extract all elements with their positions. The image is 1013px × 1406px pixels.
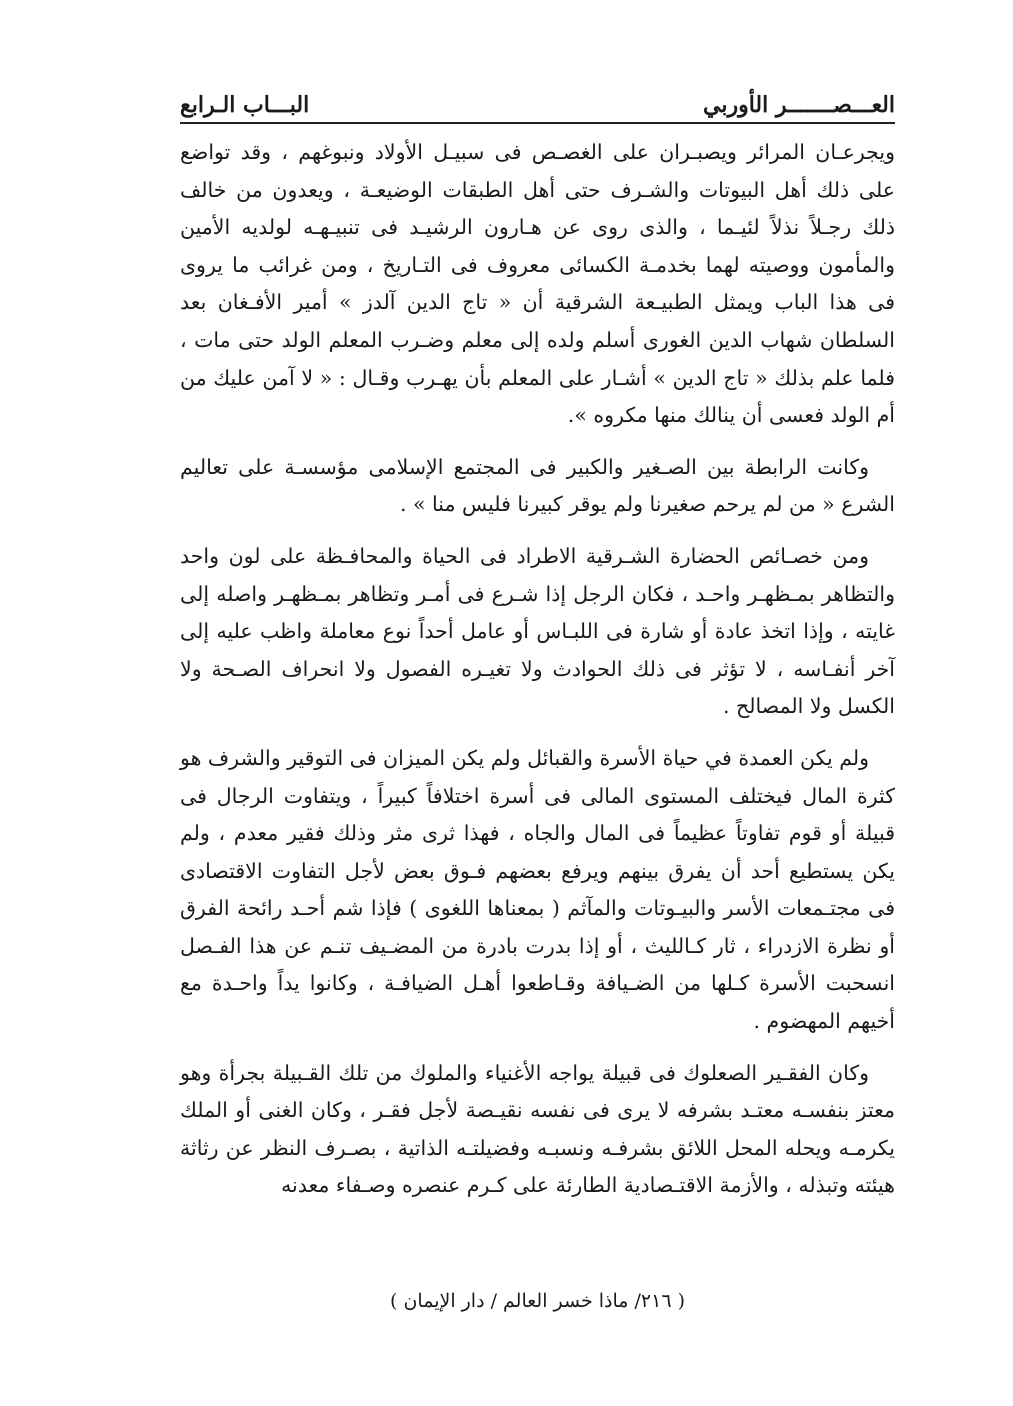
paragraph-3: ومن خصـائص الحضارة الشـرقية الاطراد فى الحياة والمحافـظة على لون واحد والتظاهر بمـظهـر واحـد ، فكان الرجل إذا شـرع فى أمـر وتظاهر بمـظهـر واصله إلى غايته ، وإذا اتخذ عادة أو شارة فى اللبـاس أو عامل أحداً نوع معاملة واظب عليه إلى آخر أنفـاسه ، لا تؤثر فى ذلك الحوادث ولا تغيـره الفصول ولا انحراف الصـحة ولا الكسل ولا المصالح .: [180, 543, 895, 719]
body-text: [180, 134, 895, 1219]
book-page: [180, 70, 895, 1360]
paragraph-5: وكان الفقـير الصعلوك فى قبيلة يواجه الأغنياء والملوك من تلك القـبيلة بجرأة وهو معتز بنفسـه معتـد بشرفه لا يرى فى نفسه نقيـصة لأجل فقـر ، وكان الغنى أو الملك يكرمـه ويحله المحل اللائق بشرفـه ونسبـه وفضيلتـه الذاتية ، بصـرف النظر عن رثاثة هيئته وتبذله ، والأزمة الاقتـصادية الطارئة على كـرم عنصره وصـفاء معدنه: [180, 1060, 895, 1198]
paragraph-2: وكانت الرابطة بين الصـغير والكبير فى المجتمع الإسلامى مؤسسـة على تعاليم الشرع « من لم يرحم صغيرنا ولم يوقر كبيرنا فليس منا » .: [180, 454, 895, 517]
header-chapter-title: البـــاب الـرابع: [180, 92, 310, 118]
paragraph-4: ولم يكن العمدة في حياة الأسرة والقبائل ولم يكن الميزان فى التوقير والشرف هو كثرة المال فيختلف المستوى المالى فى أسرة اختلافاً كبيراً ، ويتفاوت الرجال فى قبيلة أو قوم تفاوتاً عظيماً فى المال والجاه ، فهذا ثرى مثر وذلك فقير معدم ، ولم يكن يستطيع أحد أن يفرق بينهم ويرفع بعضهم فـوق بعض لأجل التفاوت الاقتصادى فى مجتـمعات الأسر والبيـوتات والمآثم ( بمعناها اللغوى ) فإذا شم أحـد رائحة الفرق أو نظرة الازدراء ، ثار كـالليث ، أو إذا بدرت بادرة من المضـيف تنـم عن هذا الفـصل انسحبت الأسرة كـلها من الضـيافة وقـاطعوا أهـل الضيافـة ، وكانوا يداً واحـدة مع أخيهم المهضوم .: [180, 745, 895, 1034]
running-header: [180, 70, 895, 124]
paragraph-1: ويجرعـان المرائر ويصبـران على الغصـص فى سبيـل الأولاد ونبوغهم ، وقد تواضع على ذلك أهل البيوتات والشـرف حتى أهل الطبقات الوضيعـة ، ويعدون من خالف ذلك رجـلاً نذلاً لئيـما ، والذى روى عن هـارون الرشيـد فى تنبيـهـه لولديه الأمين والمأمون ووصيته لهما بخدمـة الكسائى معروف فى التـاريخ ، ومن غرائب ما يروى فى هذا الباب ويمثل الطبيـعة الشرقية أن « تاج الدين آلدز » أمير الأفـغان بعد السلطان شهاب الدين الغورى أسلم ولده إلى معلم وضـرب المعلم الولد حتى مات ، فلما علم بذلك « تاج الدين » أشـار على المعلم بأن يهـرب وقـال : « لا آمن عليك من أم الولد فعسى أن ينالك منها مكروه ».: [180, 140, 895, 428]
header-book-title: العـــصـــــــر الأوربي: [703, 92, 895, 118]
page-footer: ( ٢١٦/ ماذا خسر العالم / دار الإيمان ): [390, 1290, 685, 1312]
